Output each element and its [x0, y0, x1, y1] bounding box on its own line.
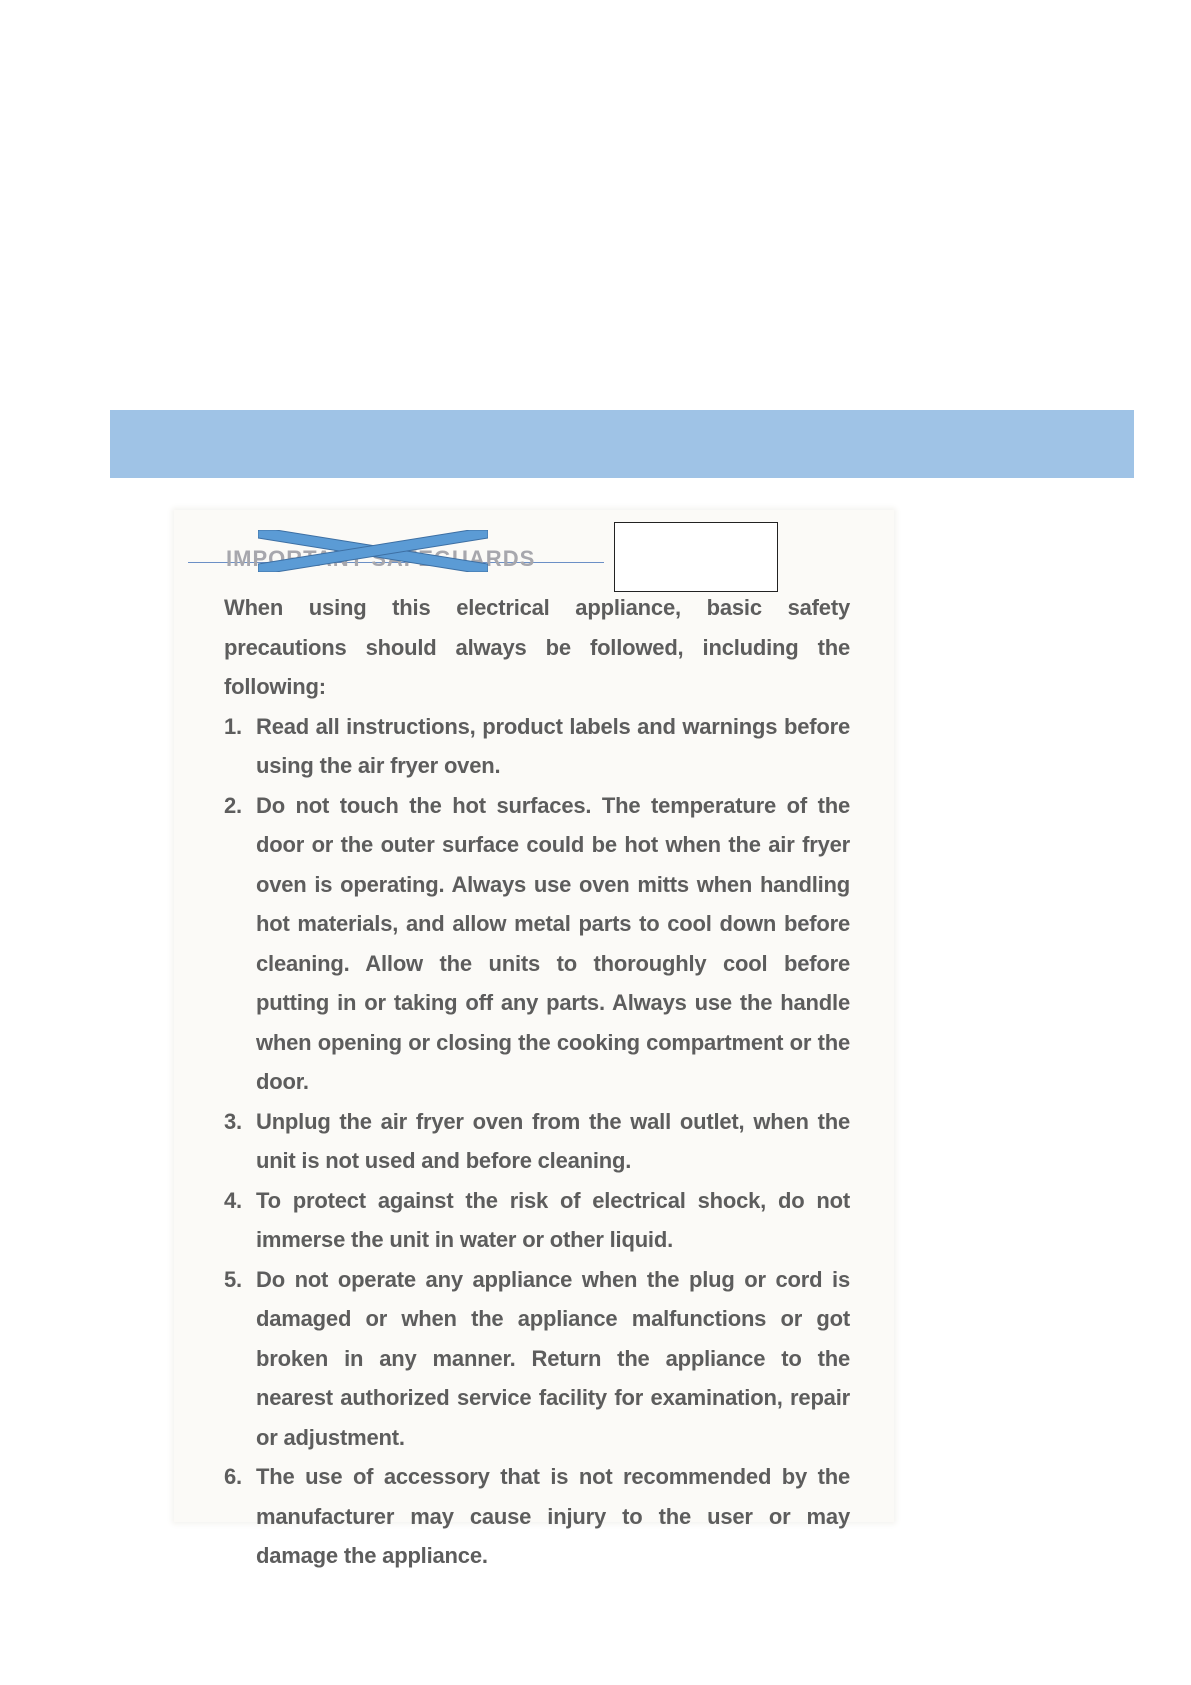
- list-item: [224, 1457, 850, 1576]
- item-number: 1.: [224, 713, 242, 739]
- item-number: 6.: [224, 1464, 242, 1489]
- cross-out-icon: [258, 530, 488, 572]
- item-text: The use of accessory that is not recommended by the manufacturer may cause injury to the user or may damage the appliance.: [256, 1464, 850, 1568]
- item-number: 4.: [224, 1187, 242, 1213]
- section-banner: [110, 410, 1134, 478]
- list-item: [224, 707, 850, 786]
- safety-text: [224, 588, 850, 1576]
- item-text: Read all instructions, product labels and warnings before using the air fryer oven.: [256, 713, 850, 778]
- scanned-instructions: [174, 510, 894, 1568]
- item-text: Do not operate any appliance when the plug or cord is damaged or when the appliance malfunctions or got broken in any manner. Return the appliance to the nearest authorized service facility for examination, repair or adjustment.: [256, 1266, 850, 1450]
- item-text: To protect against the risk of electrical shock, do not immerse the unit in water or other liquid.: [256, 1187, 850, 1252]
- list-item: [224, 786, 850, 1102]
- item-number: 2.: [224, 792, 242, 818]
- item-number: 3.: [224, 1108, 242, 1134]
- list-item: [224, 1260, 850, 1458]
- item-number: 5.: [224, 1266, 242, 1292]
- intro-paragraph: When using this electrical appliance, basic safety precautions should always be followed, including the following:: [224, 595, 850, 699]
- blank-box: [614, 522, 778, 592]
- item-text: Do not touch the hot surfaces. The temperature of the door or the outer surface could be hot when the air fryer oven is operating. Always use oven mitts when handling hot materials, and allow metal parts to cool down before cleaning. Allow the units to thoroughly cool before putting in or taking off any parts. Always use the handle when opening or closing the cooking compartment or the door.: [256, 792, 850, 1094]
- item-text: Unplug the air fryer oven from the wall outlet, when the unit is not used and before cleaning.: [256, 1108, 850, 1173]
- list-item: [224, 1181, 850, 1260]
- list-item: [224, 1102, 850, 1181]
- safeguard-list: [224, 707, 850, 1576]
- section-heading: IMPORTANT SAFEGUARDS: [226, 546, 536, 571]
